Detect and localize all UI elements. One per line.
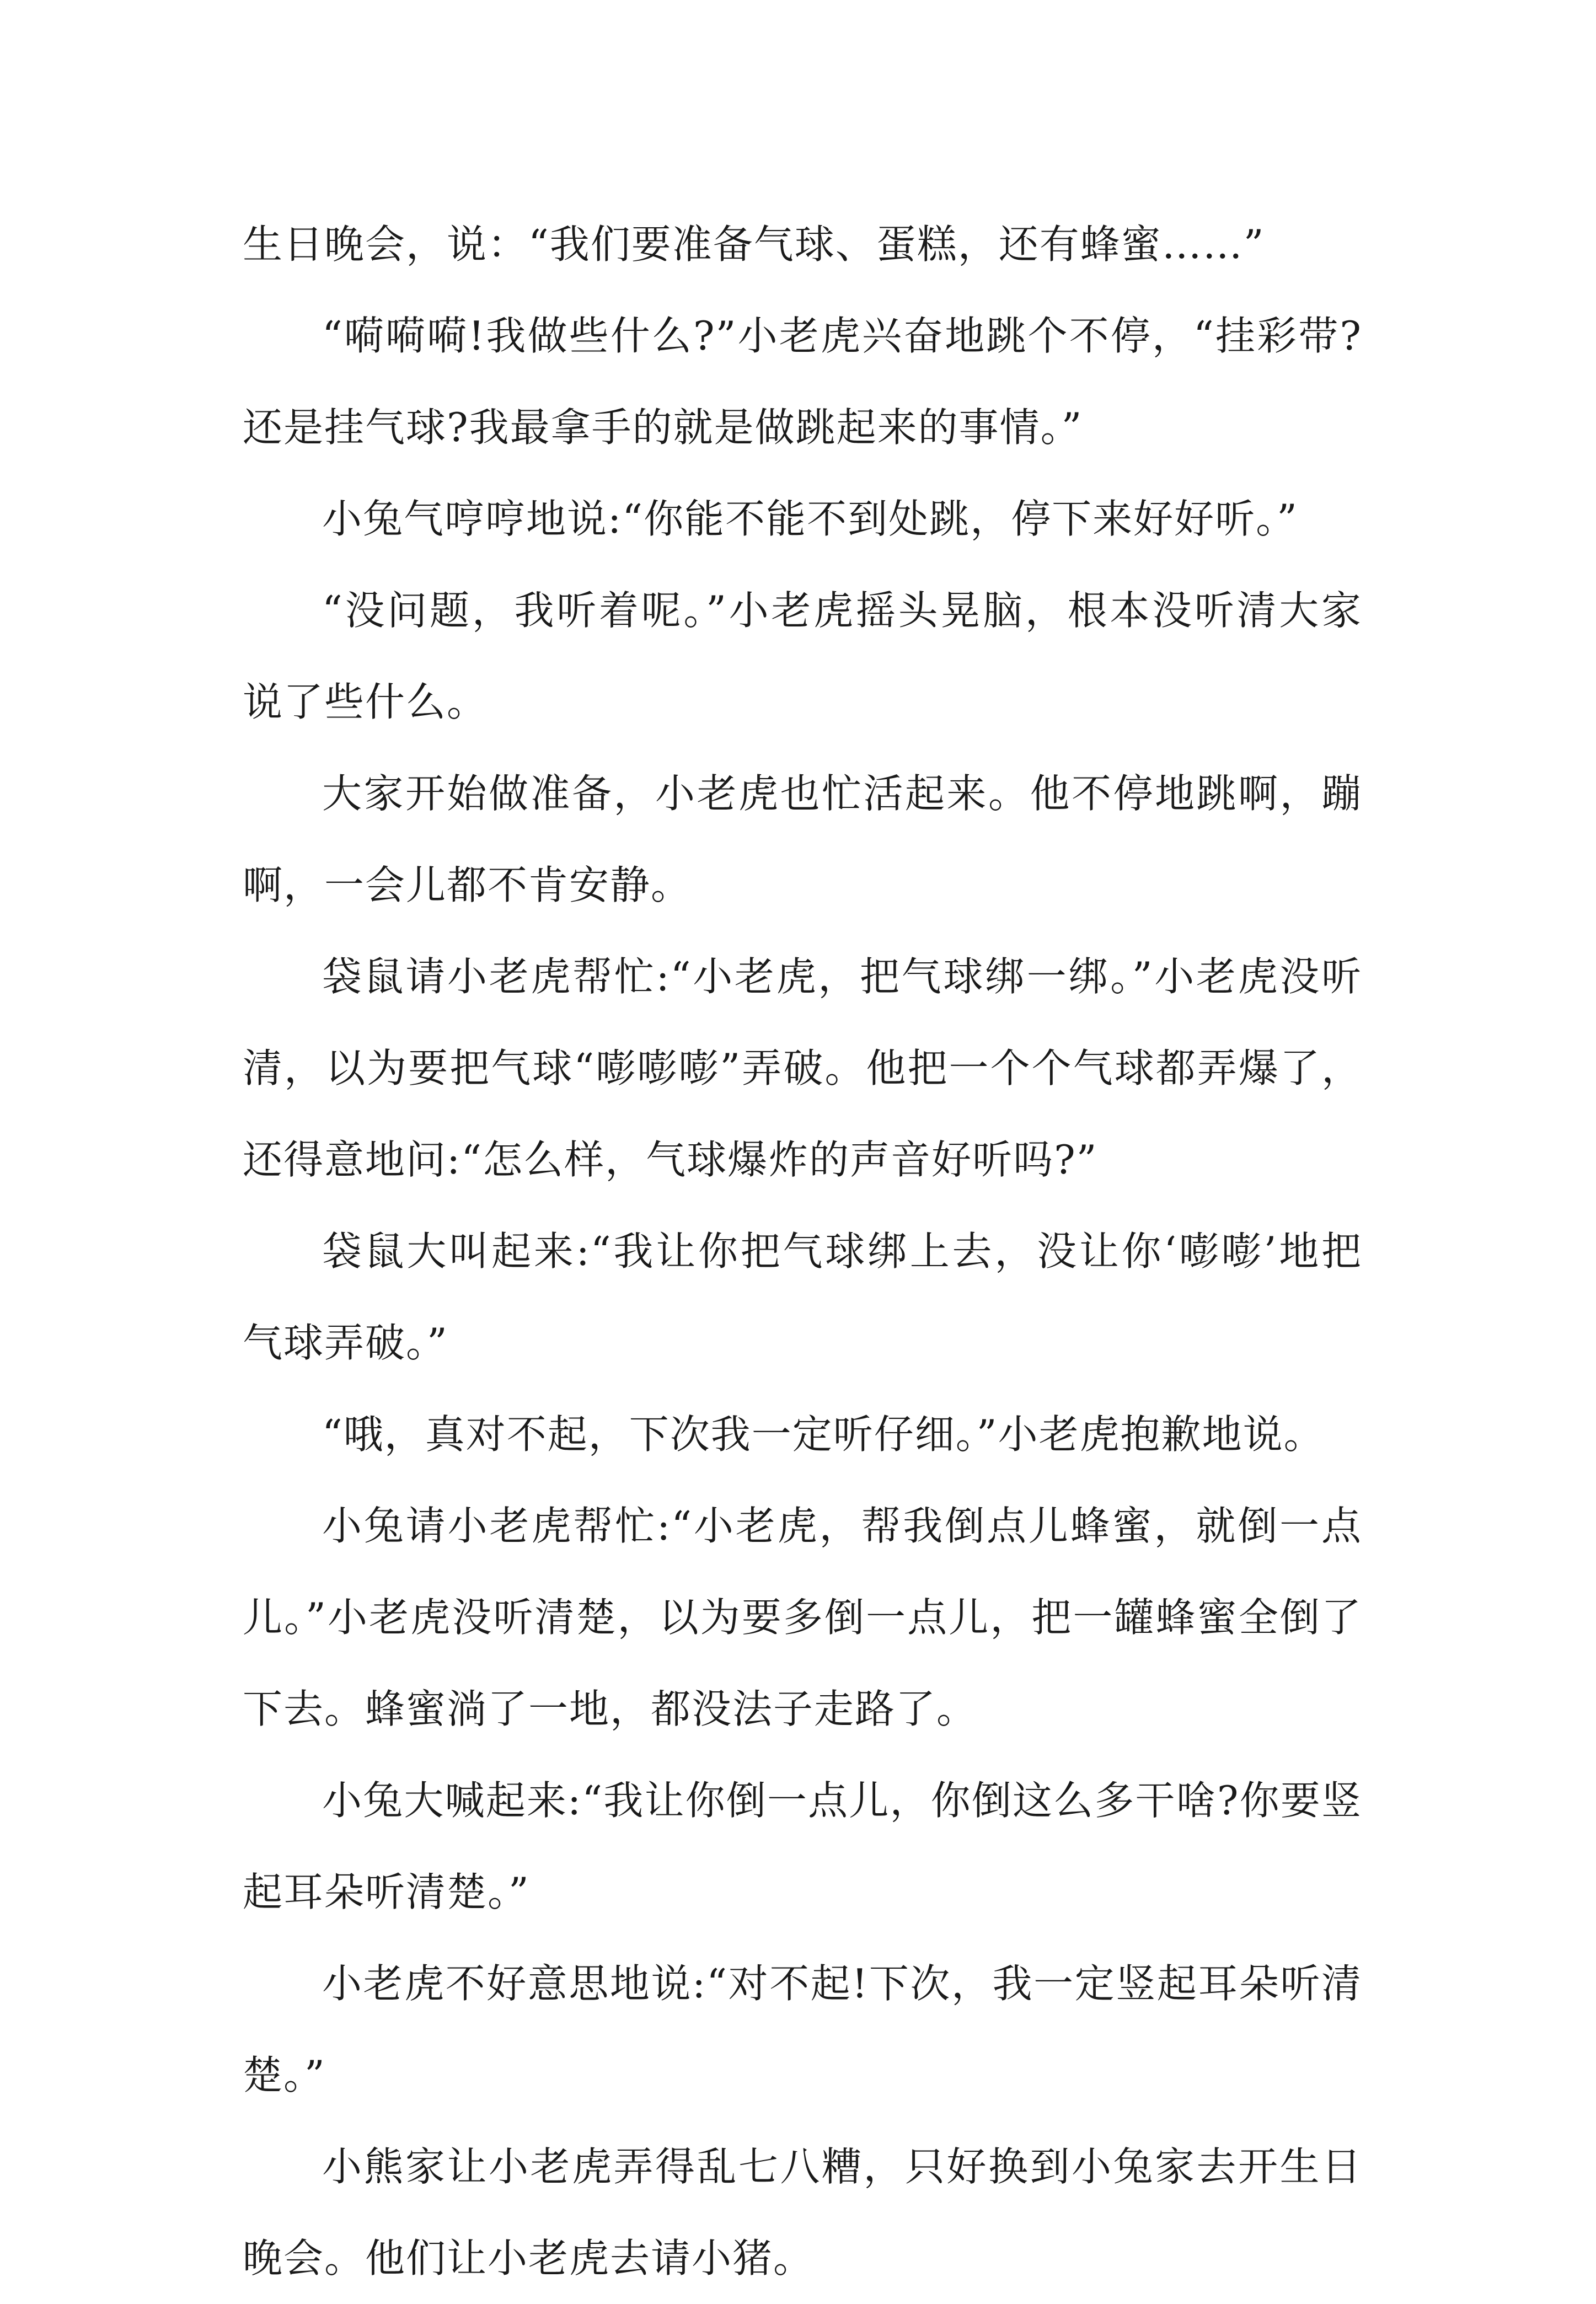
paragraph-11: 小老虎不好意思地说:“对不起!下次，我一定竖起耳朵听清楚。” (243, 1960, 1362, 2098)
paragraph-4: “没问题，我听着呢。”小老虎摇头晃脑，根本没听清大家说了些什么。 (243, 587, 1362, 725)
paragraph-12: 小熊家让小老虎弄得乱七八糟，只好换到小兔家去开生日晚会。他们让小老虎去请小猪。 (243, 2144, 1362, 2281)
paragraph-8: “哦，真对不起，下次我一定听仔细。”小老虎抱歉地说。 (322, 1411, 1325, 1458)
story-text (243, 199, 1362, 2304)
paragraph-10: 小兔大喊起来:“我让你倒一点儿，你倒这么多干啥?你要竖起耳朵听清楚。” (243, 1777, 1362, 1915)
paragraph-3: 小兔气哼哼地说:“你能不能不到处跳，停下来好好听。” (322, 496, 1298, 542)
paragraph-6: 袋鼠请小老虎帮忙:“小老虎，把气球绑一绑。”小老虎没听清，以为要把气球“嘭嘭嘭”弄破。他把一个个气球都弄爆了，还得意地问:“怎么样，气球爆炸的声音好听吗?” (243, 953, 1362, 1183)
paragraph-2: “嗬嗬嗬!我做些什么?”小老虎兴奋地跳个不停，“挂彩带?还是挂气球?我最拿手的就是做跳起来的事情。” (243, 313, 1362, 451)
paragraph-1: 生日晚会，说：“我们要准备气球、蛋糕，还有蜂蜜……” (243, 221, 1265, 267)
paragraph-9: 小兔请小老虎帮忙:“小老虎，帮我倒点儿蜂蜜，就倒一点儿。”小老虎没听清楚，以为要多倒一点儿，把一罐蜂蜜全倒了下去。蜂蜜淌了一地，都没法子走路了。 (243, 1503, 1362, 1732)
paragraph-5: 大家开始做准备，小老虎也忙活起来。他不停地跳啊，蹦啊，一会儿都不肯安静。 (243, 770, 1362, 908)
paragraph-7: 袋鼠大叫起来:“我让你把气球绑上去，没让你‘嘭嘭’地把气球弄破。” (243, 1228, 1362, 1366)
